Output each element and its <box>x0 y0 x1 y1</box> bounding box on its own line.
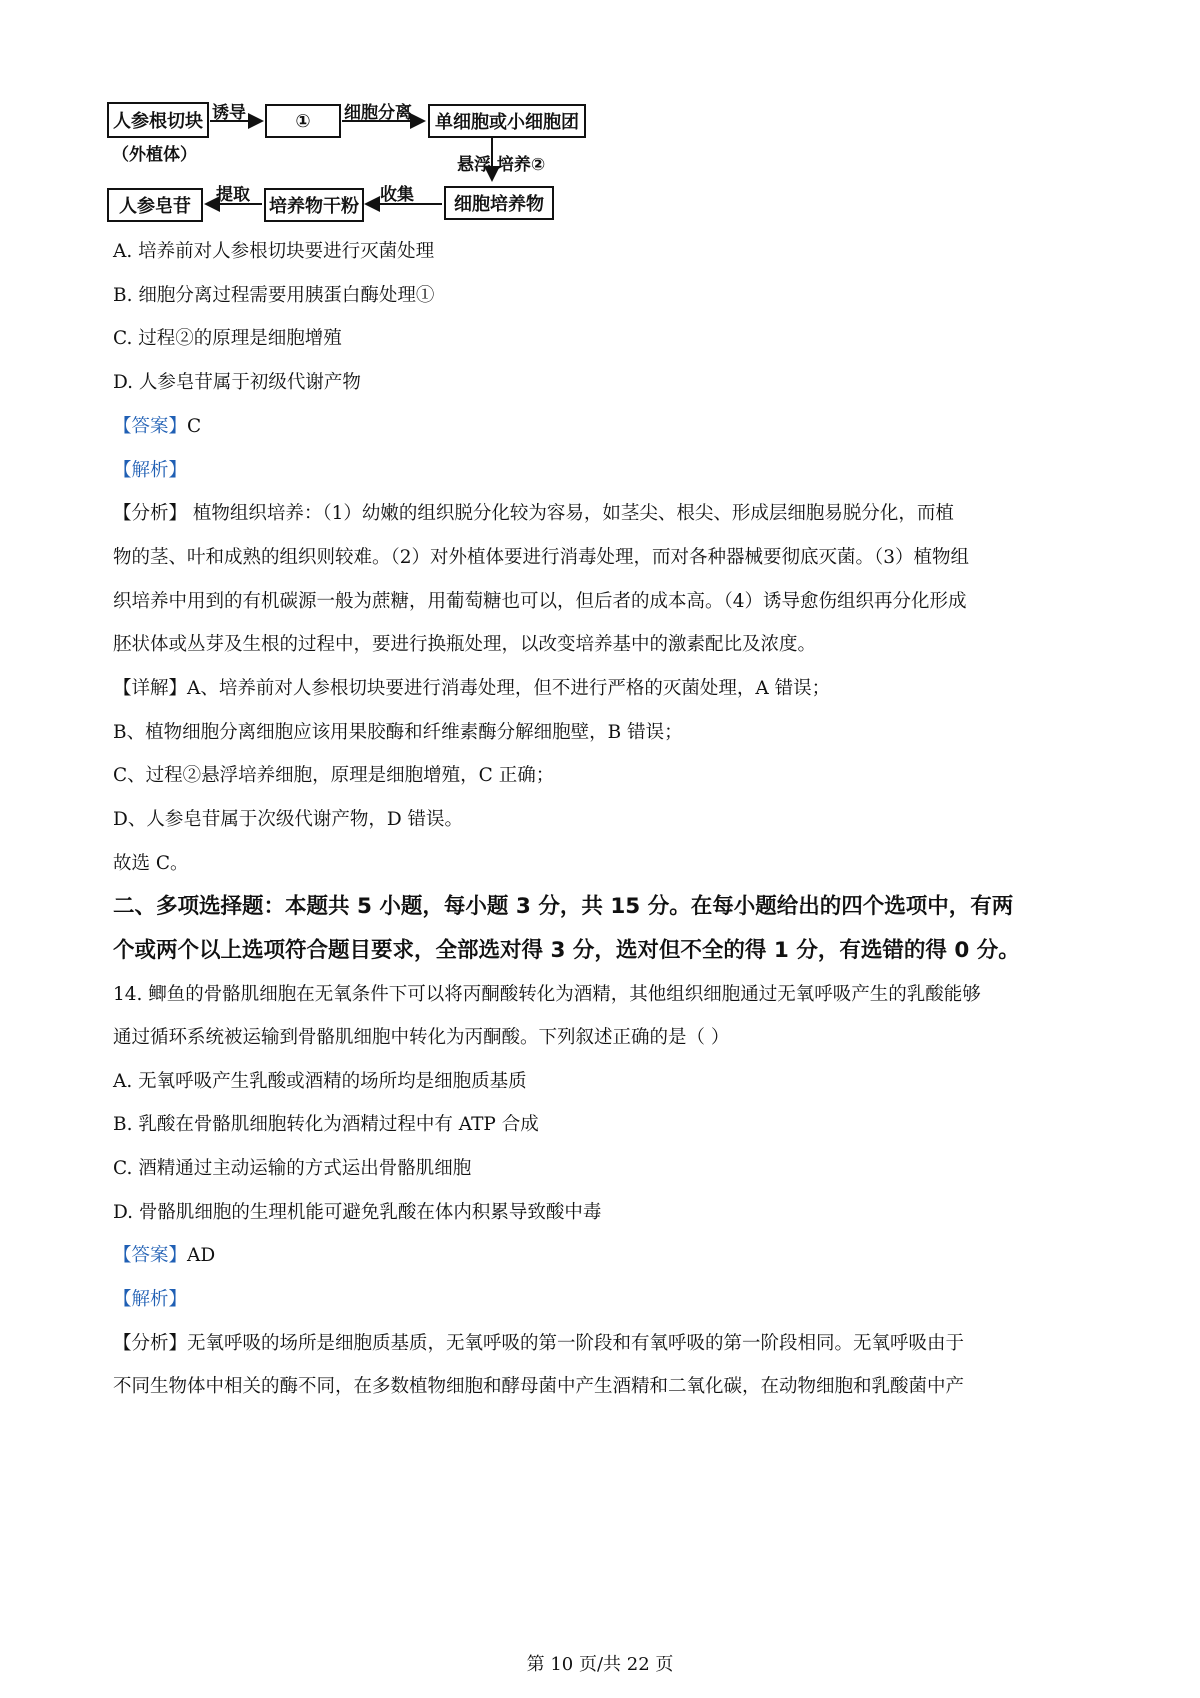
q14-stem-line-1: 14. 鲫鱼的骨骼肌细胞在无氧条件下可以将丙酮酸转化为酒精，其他组织细胞通过无氧呼吸产生的乳酸能够 <box>113 984 981 1005</box>
q14-option-b: B. 乳酸在骨骼肌细胞转化为酒精过程中有 ATP 合成 <box>113 1114 539 1135</box>
q13-answer <box>113 413 201 441</box>
flow-diagram <box>112 94 652 254</box>
box-culture-label: 细胞培养物 <box>454 194 544 215</box>
arrow-induce-label: 诱导 <box>212 103 246 123</box>
q13-fenxi-line-4: 胚状体或丛芽及生根的过程中，要进行换瓶处理，以改变培养基中的激素配比及浓度。 <box>113 634 817 655</box>
q14-answer-label: 【答案】 <box>113 1245 188 1266</box>
box-1-label: ① <box>295 110 311 132</box>
q13-xiangjie-line-5: 故选 C。 <box>113 853 189 874</box>
q14-option-d: D. 骨骼肌细胞的生理机能可避免乳酸在体内积累导致酸中毒 <box>113 1202 602 1223</box>
box-culture <box>444 186 554 220</box>
section2-heading-line-1: 二、多项选择题：本题共 5 小题，每小题 3 分，共 15 分。在每小题给出的四个选项中，有两 <box>113 894 1014 919</box>
q14-stem-line-2: 通过循环系统被运输到骨骼肌细胞中转化为丙酮酸。下列叙述正确的是（ ） <box>113 1027 730 1048</box>
box-product <box>107 188 203 222</box>
q13-option-c: C. 过程②的原理是细胞增殖 <box>113 328 342 349</box>
q13-fenxi-line-1: 【分析】 植物组织培养：（1）幼嫩的组织脱分化较为容易，如茎尖、根尖、形成层细胞易脱分化，而植 <box>113 503 954 524</box>
q13-jiexi-label: 【解析】 <box>113 460 188 481</box>
q13-xiangjie-line-4: D、人参皂苷属于次级代谢产物，D 错误。 <box>113 809 464 830</box>
q13-answer-value: C <box>187 416 202 437</box>
q14-option-a: A. 无氧呼吸产生乳酸或酒精的场所均是细胞质基质 <box>113 1071 527 1092</box>
q13-xiangjie-line-3: C、过程②悬浮培养细胞，原理是细胞增殖，C 正确； <box>113 765 555 786</box>
q13-answer-label: 【答案】 <box>113 416 188 437</box>
box-product-label: 人参皂苷 <box>119 196 191 217</box>
box-powder-label: 培养物干粉 <box>269 196 359 217</box>
q13-xiangjie-line-2: B、植物细胞分离细胞应该用果胶酶和纤维素酶分解细胞壁，B 错误； <box>113 722 683 743</box>
arrow-extract-label: 提取 <box>216 185 250 205</box>
box-source <box>107 102 209 138</box>
q13-fenxi-line-2: 物的茎、叶和成熟的组织则较难。（2）对外植体要进行消毒处理，而对各种器械要彻底灭菌。（3）植物组 <box>113 547 970 568</box>
q14-fenxi-line-1: 【分析】无氧呼吸的场所是细胞质基质，无氧呼吸的第一阶段和有氧呼吸的第一阶段相同。无氧呼吸由于 <box>113 1333 965 1354</box>
box-source-label: 人参根切块 <box>113 111 203 132</box>
q14-jiexi-label: 【解析】 <box>113 1289 188 1310</box>
q14-answer-value: AD <box>187 1245 216 1266</box>
q14-fenxi-line-2: 不同生物体中相关的酶不同，在多数植物细胞和酵母菌中产生酒精和二氧化碳，在动物细胞和乳酸菌中产 <box>113 1376 965 1397</box>
q13-fenxi-line-3: 织培养中用到的有机碳源一般为蔗糖，用葡萄糖也可以，但后者的成本高。（4）诱导愈伤组织再分化形成 <box>113 591 967 612</box>
box-single <box>428 104 586 138</box>
box-single-label: 单细胞或小细胞团 <box>435 112 579 133</box>
q13-option-d: D. 人参皂苷属于初级代谢产物 <box>113 372 361 393</box>
arrow-suspend-label: 悬浮 培养② <box>457 155 546 175</box>
q13-option-a: A. 培养前对人参根切块要进行灭菌处理 <box>113 241 435 262</box>
box-powder <box>264 188 364 222</box>
q14-option-c: C. 酒精通过主动运输的方式运出骨骼肌细胞 <box>113 1158 472 1179</box>
q14-answer <box>113 1242 215 1270</box>
page-footer: 第 10 页/共 22 页 <box>526 1654 674 1675</box>
box-1 <box>265 104 341 138</box>
box-source-sub: （外植体） <box>112 145 197 165</box>
arrow-separate-label: 细胞分离 <box>344 103 412 123</box>
section2-heading-line-2: 个或两个以上选项符合题目要求，全部选对得 3 分，选对但不全的得 1 分，有选错的得 0 分。 <box>113 938 1020 963</box>
arrow-collect-label: 收集 <box>380 185 414 205</box>
q13-xiangjie-line-1: 【详解】A、培养前对人参根切块要进行消毒处理，但不进行严格的灭菌处理，A 错误； <box>113 678 831 699</box>
q13-option-b: B. 细胞分离过程需要用胰蛋白酶处理① <box>113 285 435 306</box>
